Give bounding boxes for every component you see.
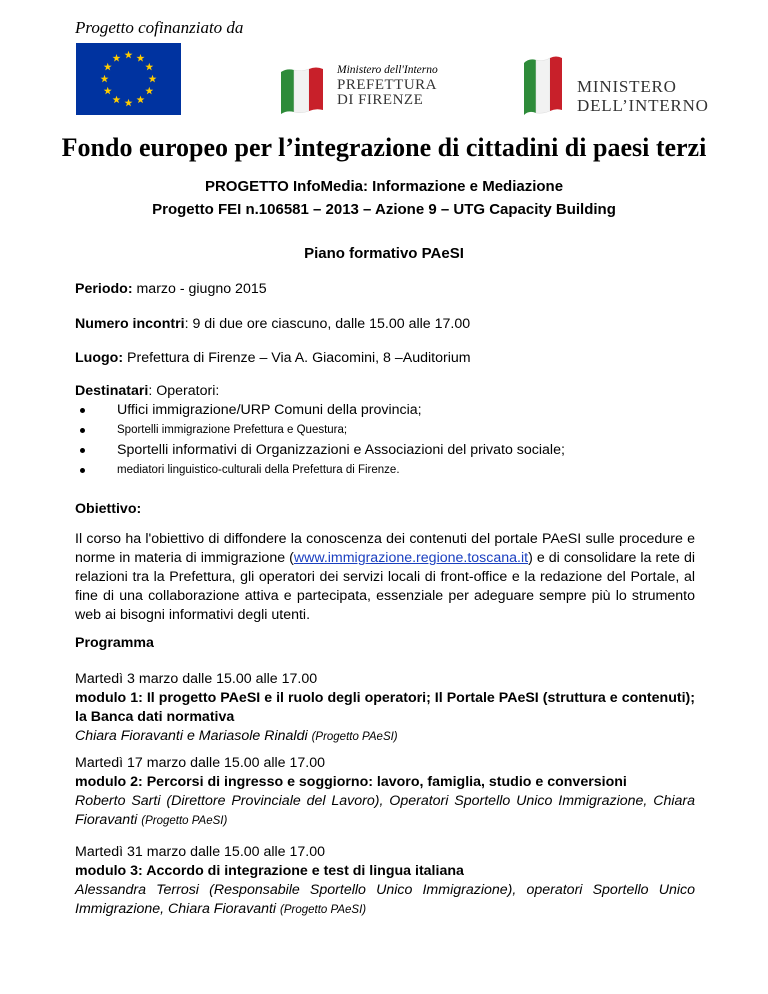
project-line-1: PROGETTO InfoMedia: Informazione e Mediazione [204,178,564,195]
eu-star-icon [137,96,145,104]
period-value: marzo - giugno 2015 [132,281,267,297]
recipients-list [75,400,695,480]
eu-star-icon [113,96,121,104]
eu-star-icon [101,75,109,83]
module-date: Martedì 3 marzo dalle 15.00 alle 17.00 [75,671,318,687]
prefettura-logo-line1: PREFETTURA [337,77,438,93]
module-1 [75,670,695,747]
ministero-logo-line1: MINISTERO [577,77,677,96]
place-label: Luogo: [75,350,124,366]
eu-star-icon [104,63,112,71]
prefettura-logo-line2: DI FIRENZE [337,92,424,108]
bullet-icon [80,468,85,473]
document-title: Fondo europeo per l’integrazione di cittadini di paesi terzi [61,133,707,162]
module-date: Martedì 31 marzo dalle 15.00 alle 17.00 [75,844,326,860]
place-line [75,349,695,368]
module-title: modulo 1: Il progetto PAeSI e il ruolo degli operatori; Il Portale PAeSI (struttura e contenuti); la Banca dati normativa [75,690,695,725]
module-org: (Progetto PAeSI) [311,731,398,743]
list-item [75,440,695,460]
list-item [75,460,695,480]
module-speakers: Roberto Sarti (Direttore Provinciale del Lavoro), Operatori Sportello Unico Immigrazione, Chiara Fioravanti [75,793,695,828]
list-item-text: Sportelli immigrazione Prefettura e Questura; [117,424,348,436]
prefettura-logo [279,60,479,112]
bullet-icon [80,408,85,413]
objective-text-part2: ) e di consolidare la rete di relazioni tra la Prefettura, gli operatori dei servizi locali di front-office e la redazione del Portale, al fine di una collaborazione attiva e partecipata, essenziale per adeguare sempre più lo strumento web ai bisogni informativi degli utenti. [75,550,695,623]
meetings-line [75,315,695,334]
eu-star-icon [125,99,133,107]
ministero-logo [522,55,722,115]
module-org: (Progetto PAeSI) [141,815,228,827]
module-title: modulo 3: Accordo di integrazione e test di lingua italiana [75,863,464,879]
list-item [75,400,695,420]
eu-star-icon [145,87,153,95]
module-org: (Progetto PAeSI) [280,904,367,916]
eu-star-icon [125,51,133,59]
list-item-text: Uffici immigrazione/URP Comuni della provincia; [117,402,422,418]
meetings-label: Numero incontri [75,316,185,332]
list-item-text: Sportelli informativi di Organizzazioni e Associazioni del privato sociale; [117,442,565,458]
plan-title: Piano formativo PAeSI [304,245,464,262]
recipients-label: Destinatari [75,383,149,399]
eu-star-icon [137,54,145,62]
eu-star-icon [104,87,112,95]
module-2 [75,754,695,831]
bullet-icon [80,448,85,453]
eu-star-icon [149,75,157,83]
module-3 [75,843,695,920]
place-value: Prefettura di Firenze – Via A. Giacomini, 8 –Auditorium [123,350,471,366]
period-label: Periodo: [75,281,133,297]
recipients-line [75,382,695,401]
eu-star-icon [113,54,121,62]
meetings-value: : 9 di due ore ciascuno, dalle 15.00 alle 17.00 [184,316,471,332]
italian-flag-icon [522,55,564,115]
list-item [75,420,695,440]
eu-star-icon [145,63,153,71]
ministero-logo-title [577,77,709,115]
objective-text [75,530,695,625]
ministero-logo-line2: DELL’INTERNO [577,96,709,115]
objective-heading [75,500,695,519]
objective-heading-text: Obiettivo: [75,501,142,517]
period-line [75,280,695,299]
program-heading-text: Programma [75,635,154,651]
module-title: modulo 2: Percorsi di ingresso e soggiorno: lavoro, famiglia, studio e conversioni [75,774,627,790]
project-line-2: Progetto FEI n.106581 – 2013 – Azione 9 – UTG Capacity Building [152,201,616,218]
cofinanced-label: Progetto cofinanziato da [75,18,244,37]
bullet-icon [80,428,85,433]
eu-flag-logo [76,43,181,115]
module-speakers: Chiara Fioravanti e Mariasole Rinaldi [75,728,312,744]
objective-text-part1: Il corso ha l'obiettivo di diffondere la conoscenza dei contenuti del portale PAeSI sulle procedure e norme in materia di immigrazione ( [75,531,695,566]
module-speakers: Alessandra Terrosi (Responsabile Sportello Unico Immigrazione), operatori Sportello Unico Immigrazione, Chiara Fioravanti [75,882,695,917]
portal-link[interactable]: www.immigrazione.regione.toscana.it [293,550,529,566]
recipients-value: : Operatori: [148,383,220,399]
prefettura-logo-title [337,78,437,108]
prefettura-logo-subtitle: Ministero dell'Interno [337,64,438,76]
module-date: Martedì 17 marzo dalle 15.00 alle 17.00 [75,755,326,771]
italian-flag-icon [279,66,325,114]
program-heading [75,634,695,653]
list-item-text: mediatori linguistico-culturali della Prefettura di Firenze. [117,464,400,476]
